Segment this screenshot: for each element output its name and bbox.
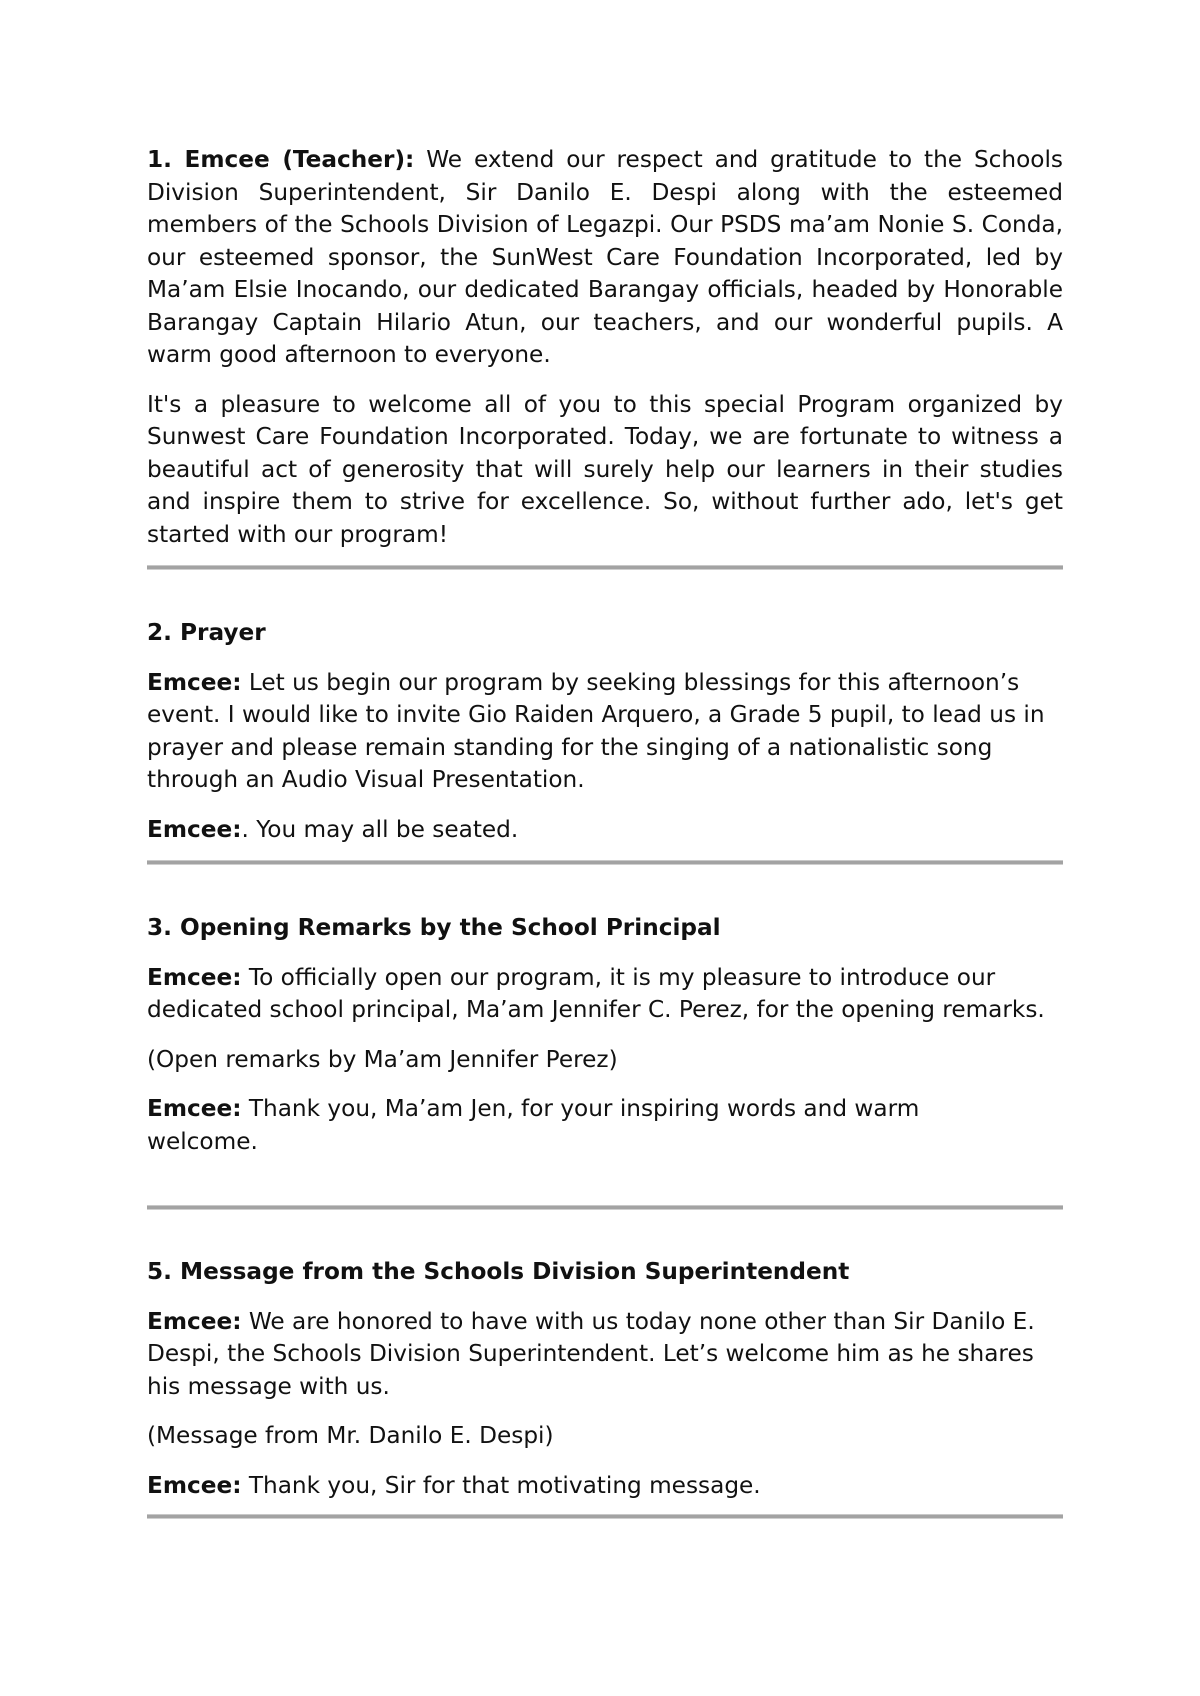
- speaker-label: Emcee:: [147, 1095, 242, 1122]
- welcome-paragraph-2: It's a pleasure to welcome all of you to this special Program organized by Sunwest Care Foundation Incorporated. Today, we are fortunate to witness a beautiful act of generosity that will surely help our learners in their studies and inspire them to strive for excellence. So, without further ado, let's get started with our program!: [147, 390, 1063, 548]
- welcome-paragraph: 1. Emcee (Teacher): We extend our respect and gratitude to the Schools Division Superintendent, Sir Danilo E. Despi along with the esteemed members of the Schools Division of Legazpi. Our PSDS ma’am Nonie S. Conda, our esteemed sponsor, the SunWest Care Foundation Incorporated, led by Ma’am Elsie Inocando, our dedicated Barangay officials, headed by Honorable Barangay Captain Hilario Atun, our teachers, and our wonderful pupils. A warm good afternoon to everyone.: [147, 146, 1063, 368]
- divider: [147, 1205, 1063, 1210]
- divider: [147, 565, 1063, 570]
- section-heading: 2. Prayer: [147, 619, 266, 646]
- divider: [147, 1514, 1063, 1519]
- section-superintendent-message: [147, 1256, 1063, 1502]
- stage-direction: (Open remarks by Ma’am Jennifer Perez): [147, 1045, 618, 1073]
- script-line: Emcee: Let us begin our program by seeking blessings for this afternoon’s event. I would like to invite Gio Raiden Arquero, a Grade 5 pupil, to lead us in prayer and please remain standing for the singing of a nationalistic song through an Audio Visual Presentation.: [147, 668, 1045, 793]
- speaker-label: Emcee:: [147, 668, 242, 696]
- stage-direction: (Message from Mr. Danilo E. Despi): [147, 1422, 554, 1449]
- script-line: Emcee: To officially open our program, it is my pleasure to introduce our dedicated school principal, Ma’am Jennifer C. Perez, for the opening remarks.: [147, 963, 1045, 1023]
- speaker-label: Emcee:: [147, 963, 242, 991]
- section-heading: 3. Opening Remarks by the School Principal: [147, 914, 721, 941]
- script-line: Emcee: Thank you, Sir for that motivating message.: [147, 1471, 761, 1499]
- section-welcome: [147, 144, 1063, 551]
- section-opening-remarks: [147, 912, 1063, 1158]
- script-line: Emcee: We are honored to have with us today none other than Sir Danilo E. Despi, the Schools Division Superintendent. Let’s welcome him as he shares his message with us.: [147, 1307, 1035, 1400]
- section-prayer: [147, 617, 1063, 846]
- script-line: Emcee: Thank you, Ma’am Jen, for your inspiring words and warm welcome.: [147, 1095, 920, 1155]
- speaker-label: Emcee:: [147, 1307, 242, 1335]
- script-line: Emcee:. You may all be seated.: [147, 815, 519, 843]
- speaker-label: Emcee:: [147, 815, 242, 843]
- section-heading: 1. Emcee (Teacher):: [147, 146, 415, 173]
- section-heading: 5. Message from the Schools Division Superintendent: [147, 1258, 850, 1285]
- speaker-label: Emcee:: [147, 1471, 242, 1499]
- divider: [147, 860, 1063, 865]
